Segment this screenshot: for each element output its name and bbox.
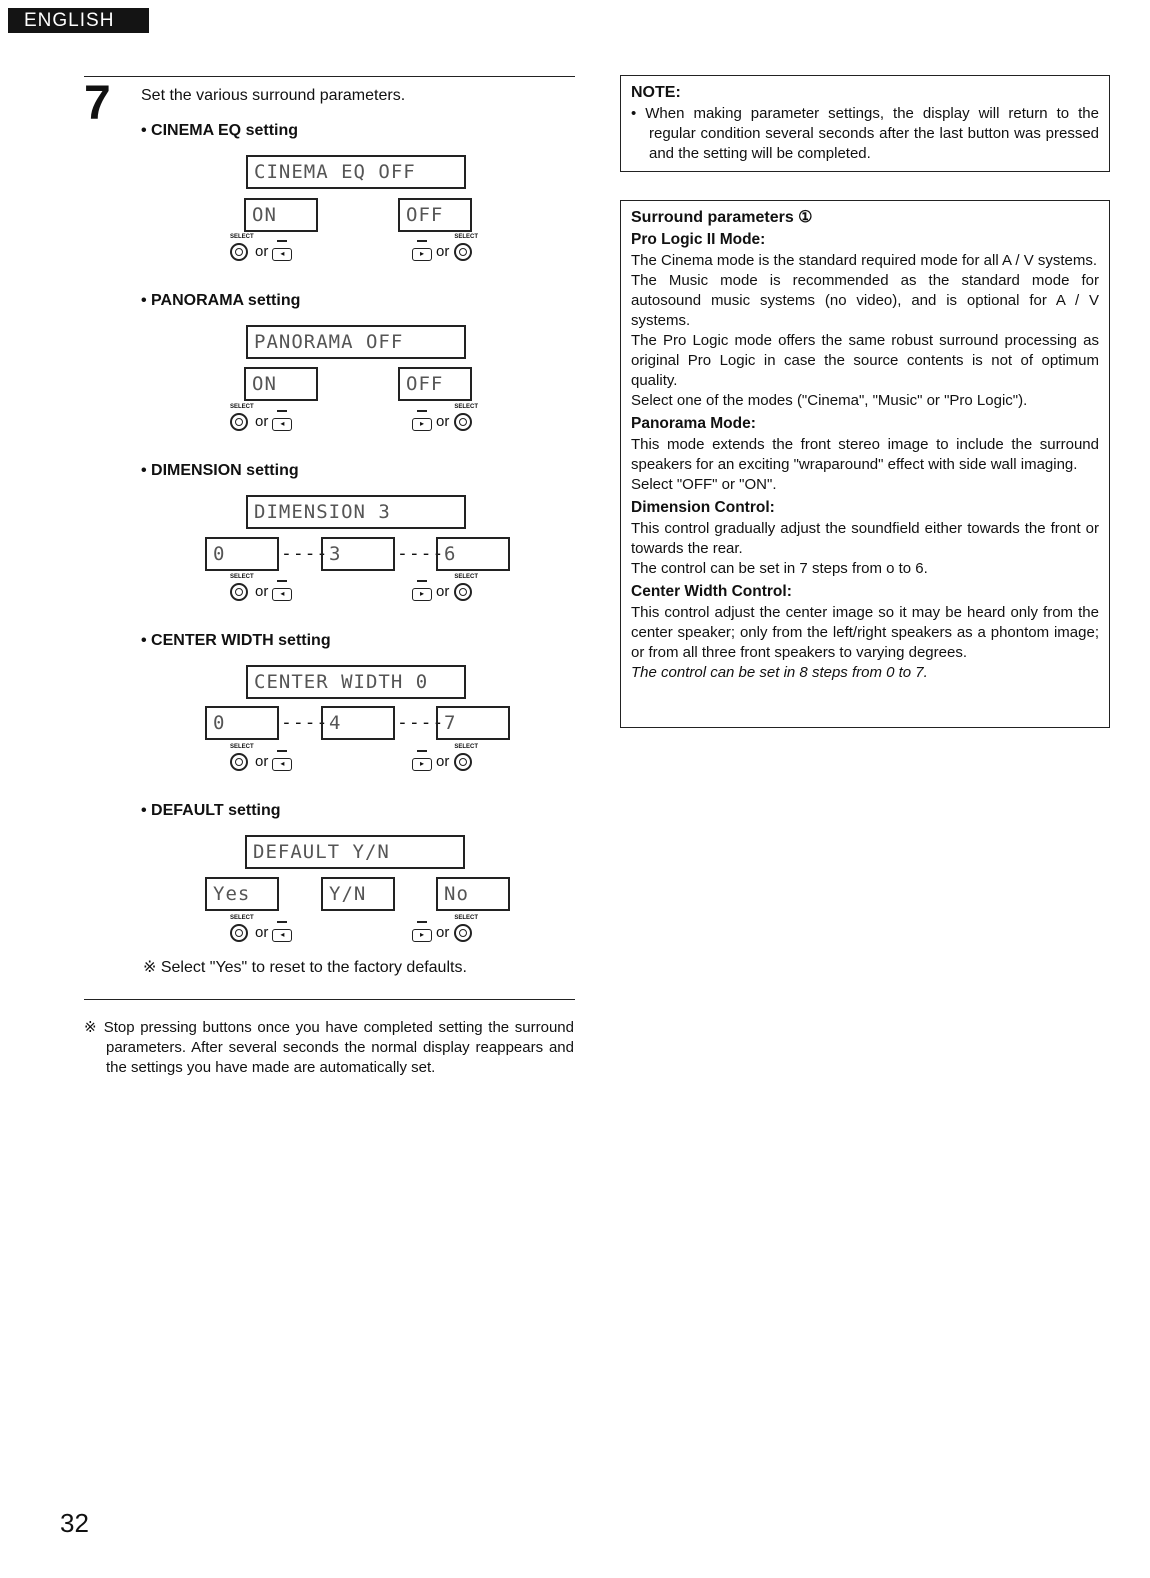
decrease-control: SELECT or ◂ <box>229 410 292 432</box>
dimension-text: The control can be set in 7 steps from o to 6. <box>631 560 928 577</box>
option-min: 0 <box>205 706 279 740</box>
right-button-icon[interactable]: ▸ <box>412 248 432 261</box>
bottom-rule <box>84 999 575 1000</box>
pro-logic-heading: Pro Logic II Mode: <box>631 231 766 248</box>
decrease-control: SELECT or ◂ <box>229 580 292 602</box>
lcd-display-panorama: PANORAMA OFF <box>246 325 466 359</box>
panorama-text: This mode extends the front stereo image to include the surround speakers for an exciting "wraparound" effect with side wall imaging. <box>631 436 1099 473</box>
option-max: 6 <box>436 537 510 571</box>
top-rule <box>84 76 575 77</box>
dimension-text: This control gradually adjust the soundfield either towards the front or towards the rear. <box>631 520 1099 557</box>
range-dash: ---- <box>281 543 329 564</box>
increase-control: ▸ or SELECT <box>412 921 475 943</box>
lcd-display-default: DEFAULT Y/N <box>245 835 465 869</box>
surround-title: Surround parameters ① <box>631 209 813 226</box>
right-button-icon[interactable]: ▸ <box>412 588 432 601</box>
option-min: 0 <box>205 537 279 571</box>
step-number: 7 <box>84 77 111 130</box>
option-current: 3 <box>321 537 395 571</box>
increase-control: ▸ or SELECT <box>412 240 475 262</box>
right-button-icon[interactable]: ▸ <box>412 929 432 942</box>
lcd-display-cinema-eq: CINEMA EQ OFF <box>246 155 466 189</box>
decrease-control: SELECT or ◂ <box>229 750 292 772</box>
option-no: No <box>436 877 510 911</box>
range-dash: ---- <box>397 543 445 564</box>
left-button-icon[interactable]: ◂ <box>272 418 292 431</box>
center-width-text: This control adjust the center image so it may be heard only from the center speaker; only from the left/right speakers as a phontom image; or from all three front speakers to varying degrees. <box>631 604 1099 661</box>
select-knob-icon[interactable]: SELECT <box>453 750 475 772</box>
select-knob-icon[interactable]: SELECT <box>229 240 251 262</box>
option-yes: Yes <box>205 877 279 911</box>
pro-logic-text: The Pro Logic mode offers the same robust surround processing as original Pro Logic in case the source contents is not of optimum quality. <box>631 332 1099 389</box>
note-box <box>620 75 1110 172</box>
panorama-text: Select "OFF" or "ON". <box>631 476 777 493</box>
option-on: ON <box>244 367 318 401</box>
panorama-heading: Panorama Mode: <box>631 415 756 432</box>
increase-control: ▸ or SELECT <box>412 410 475 432</box>
footnote: ※ Stop pressing buttons once you have completed setting the surround parameters. After several seconds the normal display reappears and the settings you have made are automatically set. <box>84 1019 574 1076</box>
select-knob-icon[interactable]: SELECT <box>453 921 475 943</box>
center-width-heading: Center Width Control: <box>631 583 792 600</box>
option-off: OFF <box>398 198 472 232</box>
left-button-icon[interactable]: ◂ <box>272 758 292 771</box>
default-note: ※ Select "Yes" to reset to the factory defaults. <box>143 959 467 976</box>
section-title-cinema-eq: • CINEMA EQ setting <box>141 122 299 139</box>
range-dash: ---- <box>281 712 329 733</box>
dimension-heading: Dimension Control: <box>631 499 775 516</box>
decrease-control: SELECT or ◂ <box>229 240 292 262</box>
lcd-display-center-width: CENTER WIDTH 0 <box>246 665 466 699</box>
section-title-panorama: • PANORAMA setting <box>141 292 301 309</box>
option-current: 4 <box>321 706 395 740</box>
note-text: • When making parameter settings, the display will return to the regular condition several seconds after the last button was pressed and the setting will be completed. <box>631 105 1099 162</box>
right-button-icon[interactable]: ▸ <box>412 758 432 771</box>
select-knob-icon[interactable]: SELECT <box>453 580 475 602</box>
step-intro: Set the various surround parameters. <box>141 87 406 104</box>
left-button-icon[interactable]: ◂ <box>272 248 292 261</box>
section-title-dimension: • DIMENSION setting <box>141 462 299 479</box>
pro-logic-text: The Music mode is recommended as the standard mode for autosound music systems (no video), and is optional for A / V systems. <box>631 272 1099 329</box>
select-knob-icon[interactable]: SELECT <box>229 410 251 432</box>
pro-logic-text: Select one of the modes ("Cinema", "Music" or "Pro Logic"). <box>631 392 1028 409</box>
surround-parameters-box <box>620 200 1110 728</box>
option-yn: Y/N <box>321 877 395 911</box>
increase-control: ▸ or SELECT <box>412 580 475 602</box>
left-button-icon[interactable]: ◂ <box>272 588 292 601</box>
section-title-center-width: • CENTER WIDTH setting <box>141 632 331 649</box>
option-on: ON <box>244 198 318 232</box>
center-width-text: The control can be set in 8 steps from 0 to 7. <box>631 664 928 681</box>
right-button-icon[interactable]: ▸ <box>412 418 432 431</box>
option-max: 7 <box>436 706 510 740</box>
pro-logic-text: The Cinema mode is the standard required mode for all A / V systems. <box>631 252 1098 269</box>
select-knob-icon[interactable]: SELECT <box>229 750 251 772</box>
language-tab: ENGLISH <box>8 8 149 33</box>
increase-control: ▸ or SELECT <box>412 750 475 772</box>
lcd-display-dimension: DIMENSION 3 <box>246 495 466 529</box>
select-knob-icon[interactable]: SELECT <box>453 410 475 432</box>
select-knob-icon[interactable]: SELECT <box>229 921 251 943</box>
decrease-control: SELECT or ◂ <box>229 921 292 943</box>
option-off: OFF <box>398 367 472 401</box>
select-knob-icon[interactable]: SELECT <box>453 240 475 262</box>
left-button-icon[interactable]: ◂ <box>272 929 292 942</box>
select-knob-icon[interactable]: SELECT <box>229 580 251 602</box>
range-dash: ---- <box>397 712 445 733</box>
note-title: NOTE: <box>631 84 681 101</box>
section-title-default: • DEFAULT setting <box>141 802 281 819</box>
page-number: 32 <box>60 1508 89 1538</box>
